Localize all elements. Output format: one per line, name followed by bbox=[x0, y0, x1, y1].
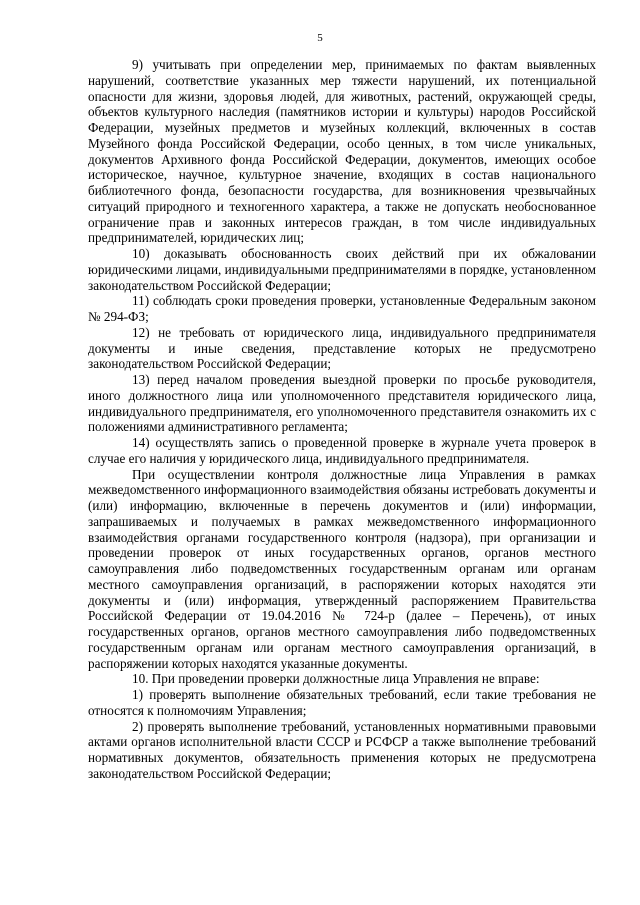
prohibition-item-1: 1) проверять выполнение обязательных требований, если такие требования не относятся к полномочиям Управления; bbox=[88, 687, 596, 718]
paragraph-item-11: 11) соблюдать сроки проведения проверки, установленные Федеральным законом № 294-ФЗ; bbox=[88, 293, 596, 324]
section-10-heading: 10. При проведении проверки должностные лица Управления не вправе: bbox=[132, 671, 540, 687]
page-number: 5 bbox=[317, 32, 323, 44]
paragraph-item-14: 14) осуществлять запись о проведенной проверке в журнале учета проверок в случае его наличия у юридического лица, индивидуального предпринимателя. bbox=[88, 435, 596, 466]
document-body bbox=[88, 57, 596, 782]
paragraph-item-12: 12) не требовать от юридического лица, индивидуального предпринимателя документы и иные сведения, представление которых не предусмотрено законодательством Российской Федерации; bbox=[88, 324, 596, 372]
prohibition-item-2: 2) проверять выполнение требований, установленных нормативными правовыми актами органов исполнительной власти СССР и РСФСР а также выполнение требований нормативных документов, обязательность применения которых не предусмотрена законодательством Российской Федерации; bbox=[88, 718, 596, 781]
paragraph-interagency-cooperation: При осуществлении контроля должностные лица Управления в рамках межведомственного информационного взаимодействия обязаны истребовать документы и (или) информацию, включенные в перечень документов и (или) информации, запрашиваемых и получаемых в рамках межведомственного информационного взаимодействия органами государственного контроля (надзора), при организации и проведении проверок от иных государственных органов, органов местного самоуправления либо подведомственных государственным органам или органам местного самоуправления организаций, в распоряжении которых находятся эти документы и (или) информация, утвержденный распоряжением Правительства Российской Федерации от 19.04.2016 № 724-р (далее – Перечень), от иных государственных органов, органов местного самоуправления либо подведомственных государственным органам или органам местного самоуправления организаций, в распоряжении которых находятся указанные документы. bbox=[88, 466, 596, 671]
paragraph-item-9: 9) учитывать при определении мер, принимаемых по фактам выявленных нарушений, соответствие указанных мер тяжести нарушений, их потенциальной опасности для жизни, здоровья людей, для животных, растений, окружающей среды, объектов культурного наследия (памятников истории и культуры) народов Российской Федерации, музейных предметов и музейных коллекций, включенных в состав Музейного фонда Российской Федерации, особо ценных, в том числе уникальных, документов Архивного фонда Российской Федерации, документов, имеющих особое историческое, научное, культурное значение, входящих в состав национального библиотечного фонда, безопасности государства, для возникновения чрезвычайных ситуаций природного и техногенного характера, а также не допускать необоснованное ограничение прав и законных интересов граждан, в том числе индивидуальных предпринимателей, юридических лиц; bbox=[88, 57, 596, 246]
paragraph-item-10: 10) доказывать обоснованность своих действий при их обжаловании юридическими лицами, индивидуальными предпринимателями в порядке, установленном законодательством Российской Федерации; bbox=[88, 246, 596, 293]
paragraph-item-13: 13) перед началом проведения выездной проверки по просьбе руководителя, иного должностного лица или уполномоченного представителя юридического лица, индивидуального предпринимателя, его уполномоченного представителя ознакомить их с положениями административного регламента; bbox=[88, 372, 596, 435]
